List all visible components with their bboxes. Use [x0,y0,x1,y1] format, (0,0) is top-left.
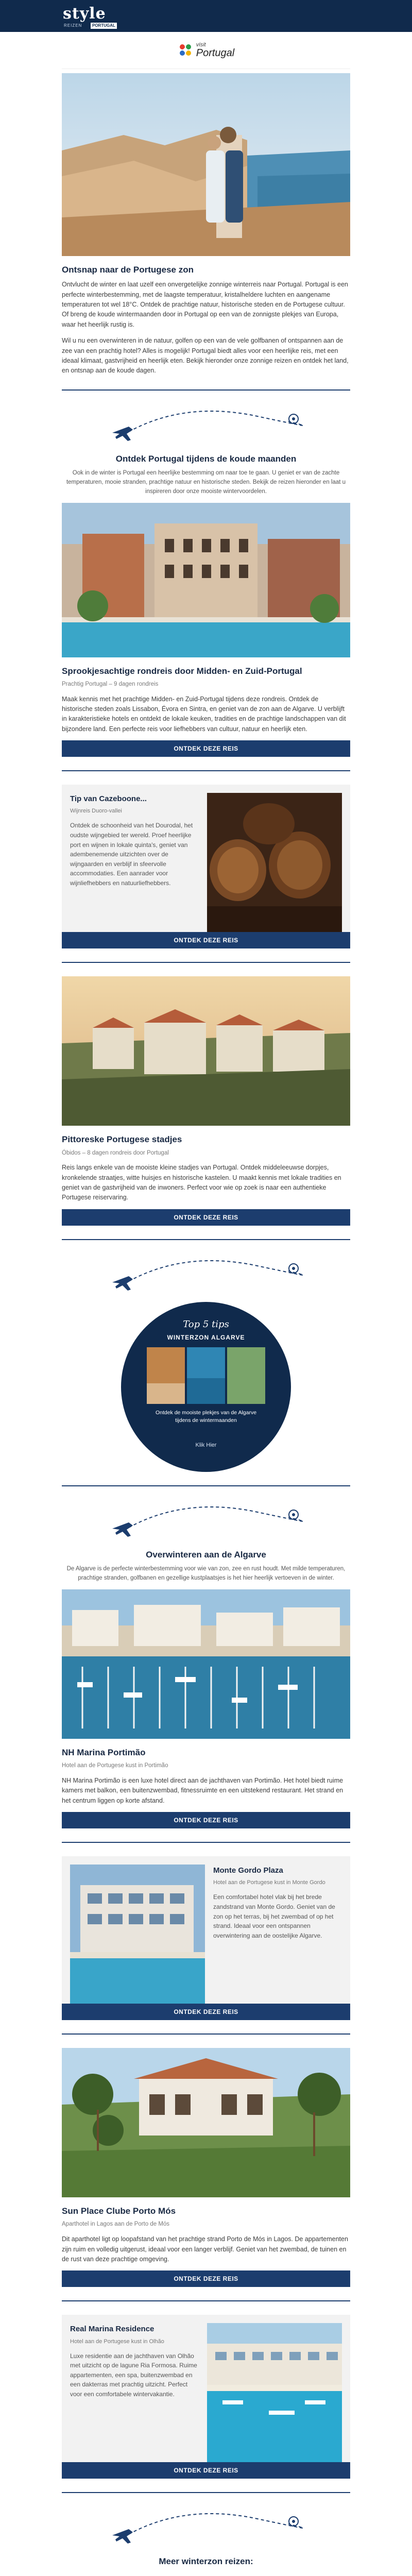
section1-intro: Ook in de winter is Portugal een heerlijke bestemming om naar toe te gaan. U geniet er van de zachte temperaturen, mooie stranden, prachtige natuur en historische steden. Bekijk de reizen hieronder en laat u inspireren door onze mooiste wintervoordelen. [66,470,346,495]
brand-name: Portugal [196,47,235,59]
badge-top: Top 5 tips [183,1318,229,1330]
section2-intro: De Algarve is de perfecte winterbestemming voor wie van zon, zee en rust houdt. Met milde temperaturen, prachtige stranden, golfbanen en gezellige kustplaatsjes is het hier heerlijk vertoeven in de winter. [66,1566,346,1581]
hotel1-description: NH Marina Portimão is een luxe hotel direct aan de jachthaven van Portimão. Het hotel biedt ruime kamers met balkon, een buitenzwembad, fitnessruimte en een uitstekend restaurant. Het strand en het centrum liggen op korte afstand. [62,1776,344,1804]
badge-link[interactable]: Klik Hier [195,1442,217,1448]
tour2-image [62,976,350,1126]
hotel3-subtitle: Aparthotel in Lagos aan de Porto de Mós [62,2221,170,2228]
hotel4-title[interactable]: Real Marina Residence [70,2325,154,2334]
tour2-button[interactable]: ONTDEK DEZE REIS [62,1209,350,1226]
tour2-subtitle: Óbidos – 8 dagen rondreis door Portugal [62,1149,169,1156]
tip-image [207,793,342,932]
tour1-description: Maak kennis met het prachtige Midden- en Zuid-Portugal tijdens deze rondreis. Ontdek de historische steden zoals Lissabon, Évora en Sintra, en geniet van de zon aan de Algarve. U verblijft in karakteristieke hotels en ontdekt de lokale keuken, tradities en de prachtige landschappen van dit bijzondere land. Een perfecte reis voor liefhebbers van cultuur, natuur en heerlijk eten. [62,695,346,733]
hotel3-image [62,2048,350,2197]
plane-icon [62,2493,350,2555]
tour1-image [62,503,350,657]
plane-divider [62,2493,350,2555]
hotel3-title[interactable]: Sun Place Clube Porto Mós [62,2206,176,2216]
more-title: Meer winterzon reizen: [159,2556,253,2567]
section2-title: Overwinteren aan de Algarve [146,1549,266,1560]
visit-portugal-icon [178,43,193,58]
hotel1-button[interactable]: ONTDEK DEZE REIS [62,1812,350,1828]
hotel2-card [62,1856,350,2004]
plane-icon [62,1240,350,1302]
hotel2-description: Een comfortabel hotel vlak bij het brede zandstrand van Monte Gordo. Geniet van de zon op het terras, bij het zwembad of op het strand. Ideaal voor een ontspannen overwintering aan de oostelijke Algarve. [213,1893,335,1939]
hotel4-description: Luxe residentie aan de jachthaven van Olhão met uitzicht op de lagune Ria Formosa. Ruime appartementen, een spa, buitenzwembad en een dakterras met prachtig uitzicht. Perfect voor een comfortabele wintervakantie. [70,2352,197,2398]
hotel4-image [207,2323,342,2462]
logo-sub: REIZEN [64,23,82,28]
tip-card [62,785,350,932]
hotel3-description: Dit aparthotel ligt op loopafstand van het prachtige strand Porto de Mós in Lagos. De appartementen zijn ruim en volledig uitgerust, ideaal voor een langer verblijf. Geniet van het zwembad, de tuinen en de rust van deze prachtige omgeving. [62,2235,348,2263]
tour1-title[interactable]: Sprookjesachtige rondreis door Midden- en Zuid-Portugal [62,666,302,676]
hotel1-subtitle: Hotel aan de Portugese kust in Portimão [62,1762,168,1769]
hotel4-subtitle: Hotel aan de Portugese kust in Olhão [70,2338,164,2345]
tip-subtitle: Wijnreis Duoro-vallei [70,808,122,815]
divider [62,962,350,963]
hero-paragraph-1: Ontvlucht de winter en laat uzelf een onvergetelijke zonnige winterreis naar Portugal. Portugal is een perfecte winterbestemming, met de laagste temperatuur, kristalheldere luchten en aangename temperaturen tot wel 18°C. Ontdek de prachtige natuur, historische steden en de Portugese cultuur. Of breng de koude wintermaanden door in Portugal op een van de zonnigste plekjes van Europa, waar het heerlijk rustig is. [62,281,348,328]
top-bar [0,0,412,32]
hotel2-subtitle: Hotel aan de Portugese kust in Monte Gordo [213,1879,325,1886]
hotel2-title[interactable]: Monte Gordo Plaza [213,1866,283,1875]
hotel4-card [62,2315,350,2462]
hotel1-image [62,1589,350,1739]
divider [62,2033,350,2035]
plane-divider [62,391,350,452]
plane-icon [62,391,350,452]
hotel2-image [70,1865,205,2004]
badge-main: WINTERZON ALGARVE [167,1333,245,1341]
divider [62,2300,350,2301]
hotel2-button[interactable]: ONTDEK DEZE REIS [62,2004,350,2020]
tip-description: Ontdek de schoonheid van het Dourodal, het oudste wijngebied ter wereld. Proef heerlijke port en wijnen in lokale quinta's, geniet van adembenemende uitzichten over de wijngaarden en verblijf in sfeervolle accommodaties. Een aanrader voor wijnliefhebbers en natuurliefhebbers. [70,822,193,887]
tour1-button[interactable]: ONTDEK DEZE REIS [62,740,350,757]
hero-paragraph-2: Wil u nu een overwinteren in de natuur, golfen op een van de vele golfbanen of ontspannen aan de zee van een prachtig hotel? Alles is mogelijk! Portugal biedt alles voor een heerlijke reis, met een ideaal klimaat, gastvrijheid en heerlijk eten. Bekijk hieronder onze zonnige reizen en ontdek het land, en ontsnap aan de koude dagen. [62,337,349,375]
divider [62,770,350,771]
hotel4-button[interactable]: ONTDEK DEZE REIS [62,2462,350,2479]
badge-caption: Ontdek de mooiste plekjes van de Algarve tijdens de wintermaanden [155,1409,257,1423]
winterzon-badge[interactable] [121,1302,291,1472]
plane-divider [62,1240,350,1302]
hero-image [62,73,350,256]
section1-title: Ontdek Portugal tijdens de koude maanden [115,453,297,464]
plane-divider [62,1486,350,1548]
hero-title: Ontsnap naar de Portugese zon [62,265,194,275]
tip-title[interactable]: Tip van Cazeboone... [70,794,147,804]
tour1-subtitle: Prachtig Portugal – 9 dagen rondreis [62,681,159,687]
tip-button[interactable]: ONTDEK DEZE REIS [62,932,350,948]
logo-tag: PORTUGAL [91,23,117,29]
divider [62,1842,350,1843]
badge-images [147,1347,265,1404]
tour2-description: Reis langs enkele van de mooiste kleine stadjes van Portugal. Ontdek middeleeuwse dorpjes, kronkelende straatjes, witte huisjes en historische kastelen. U maakt kennis met lokale tradities en geniet van de gastvrijheid van de inwoners. Perfect voor wie op zoek is naar een authentieke Portugese reiservaring. [62,1164,341,1201]
plane-icon [62,1486,350,1548]
visit-portugal-logo[interactable] [62,32,350,69]
style-reizen-logo[interactable] [62,0,113,32]
hotel3-button[interactable]: ONTDEK DEZE REIS [62,2270,350,2287]
logo-word: style [63,5,106,23]
hotel1-title[interactable]: NH Marina Portimão [62,1747,146,1757]
brand-visit: visit [196,42,206,48]
tour2-title[interactable]: Pittoreske Portugese stadjes [62,1134,182,1145]
